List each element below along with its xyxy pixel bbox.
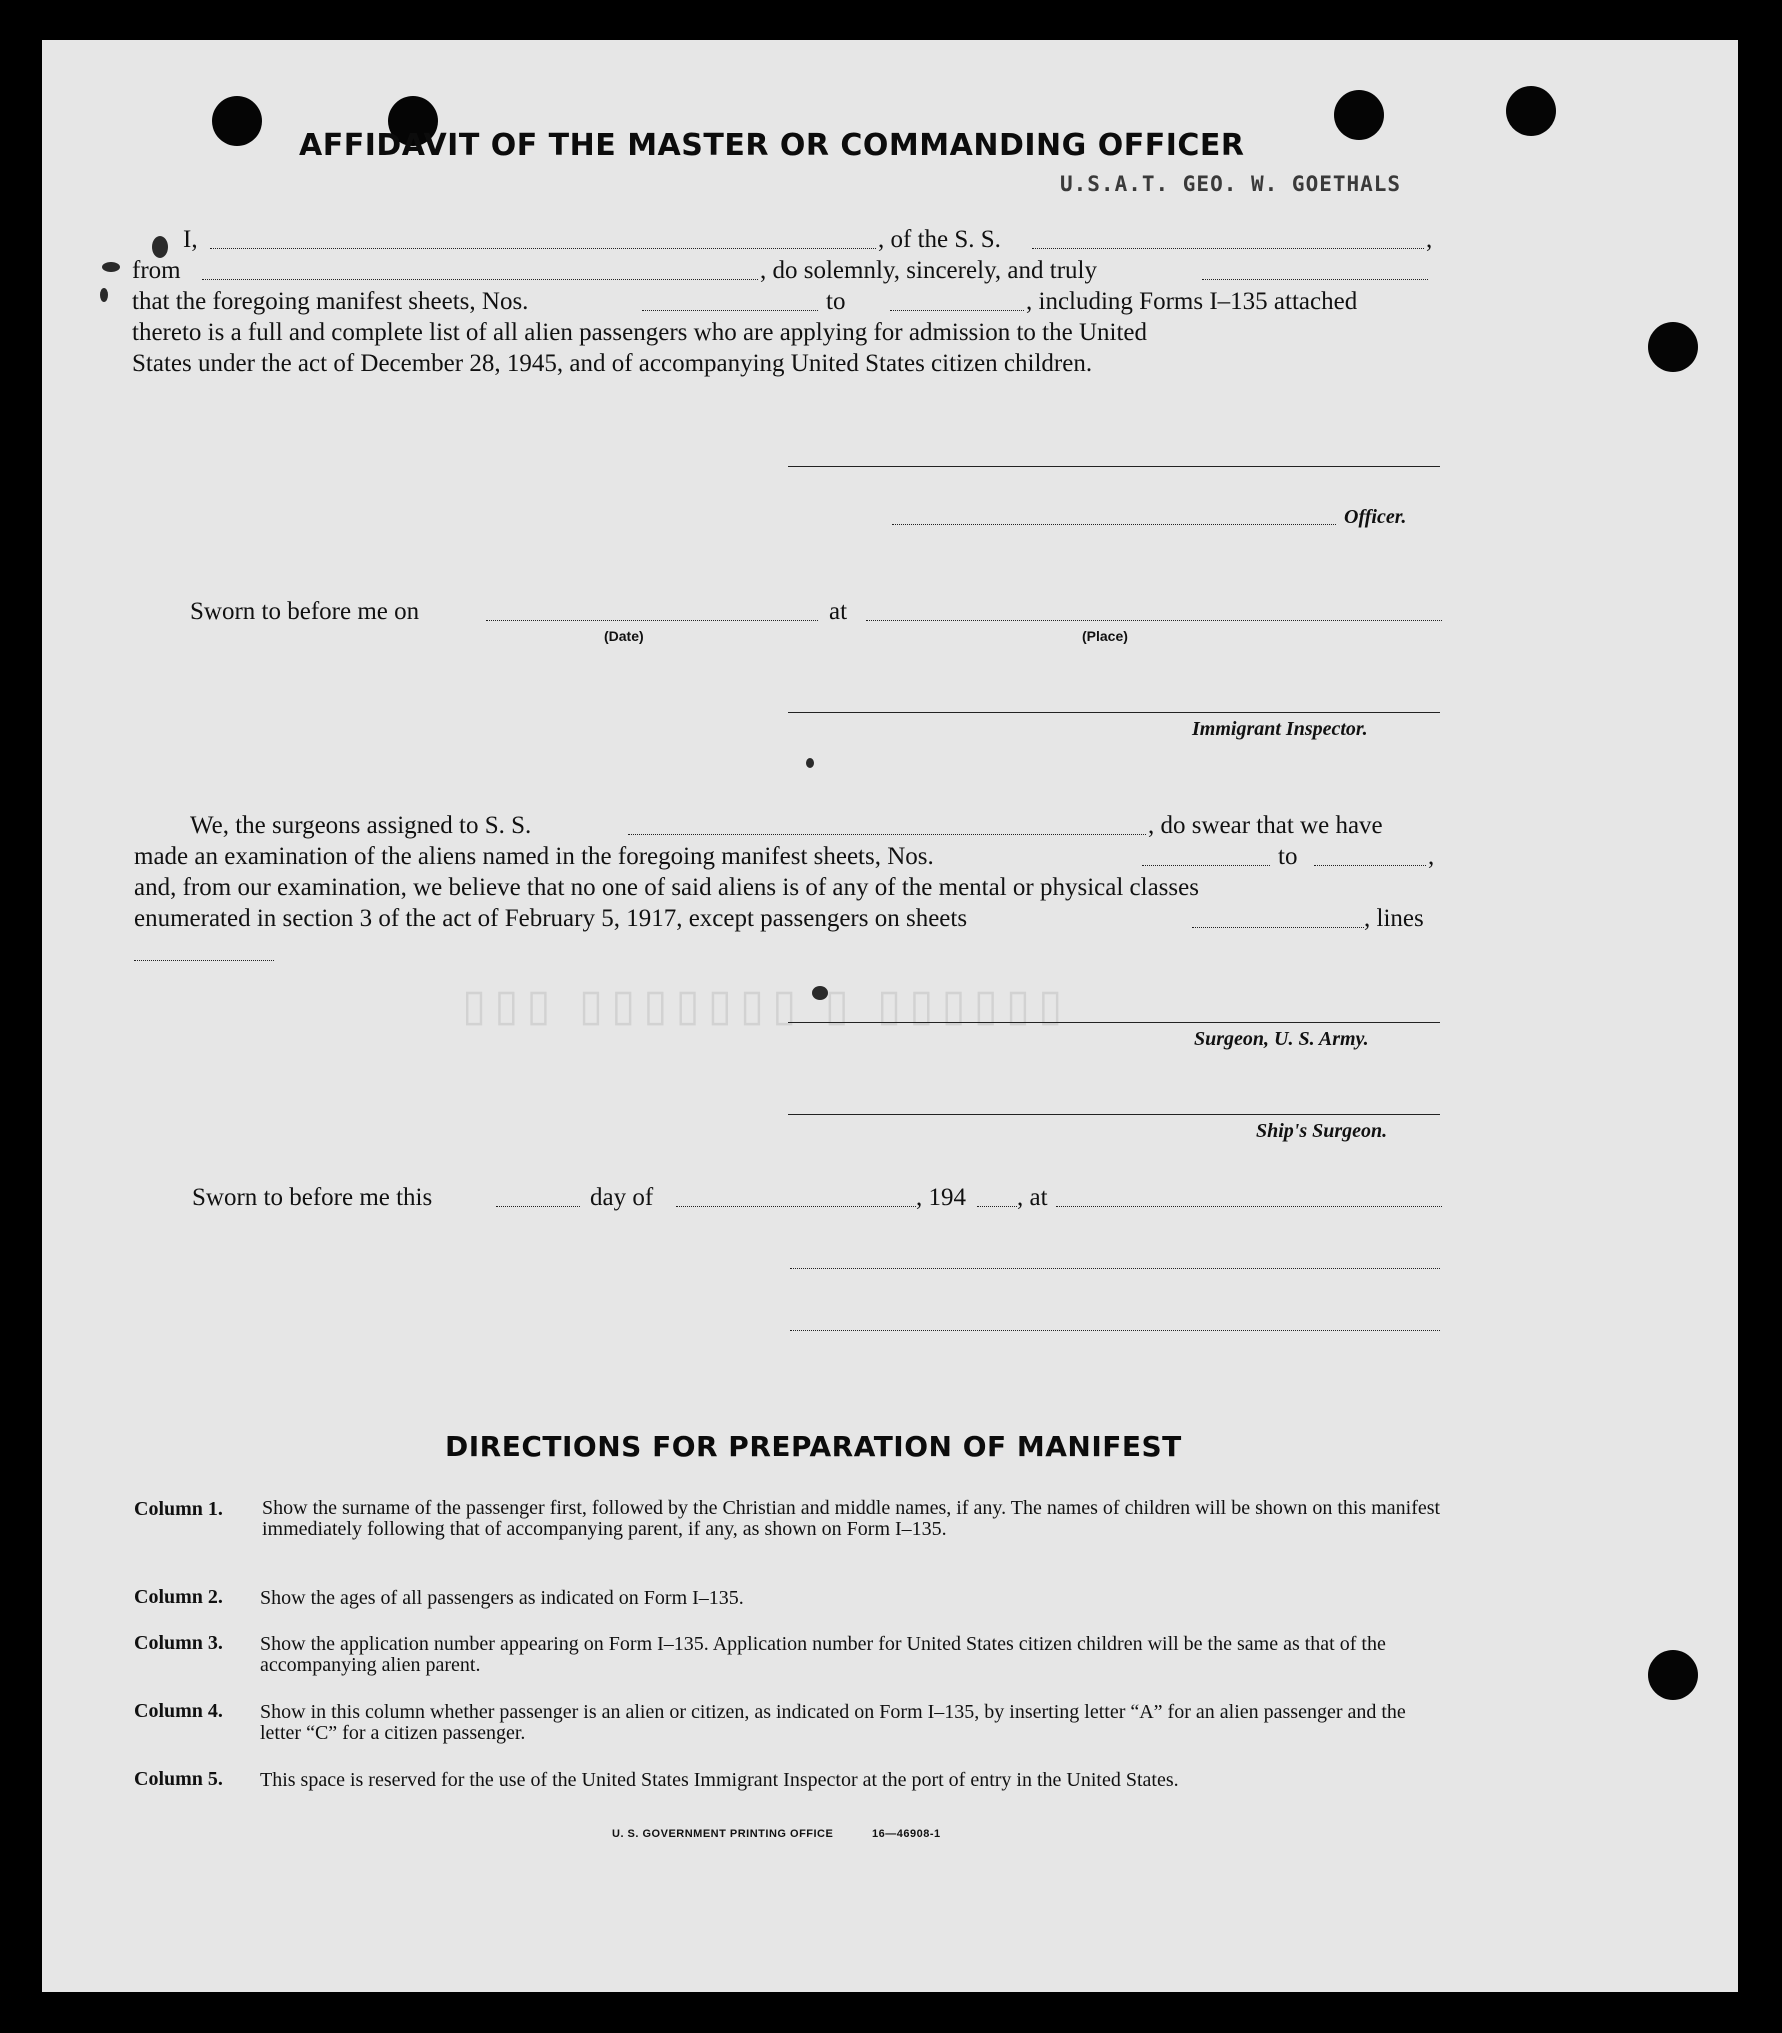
- surgeons-line-3: and, from our examination, we believe that no one of said aliens is of any of the mental or physical classes: [134, 874, 1199, 901]
- inspector-label: Immigrant Inspector.: [1192, 718, 1368, 740]
- surgeons-lines-label: , lines: [1364, 905, 1424, 932]
- punch-hole: [1648, 322, 1698, 372]
- bleed-through-marks: ▯▯▯ ▯▯▯▯▯▯▯ ▯ ▯▯▯▯▯▯: [462, 981, 1071, 1030]
- official-signature-field[interactable]: [790, 1268, 1440, 1269]
- sworn-place-field[interactable]: [866, 620, 1442, 621]
- surgeons-line-1b: , do swear that we have: [1148, 812, 1383, 839]
- date-caption: (Date): [604, 628, 644, 644]
- punch-hole: [1648, 1650, 1698, 1700]
- sworn-month-field[interactable]: [676, 1206, 916, 1207]
- sworn-on-label: Sworn to before me on: [190, 598, 420, 625]
- from-port-field[interactable]: [202, 279, 758, 280]
- column-3-label: Column 3.: [134, 1632, 223, 1654]
- sworn-at-place-field[interactable]: [1056, 1206, 1442, 1207]
- form-title: AFFIDAVIT OF THE MASTER OR COMMANDING OFFICER: [299, 128, 1245, 163]
- affidavit-i-label: I,: [183, 226, 198, 253]
- officer-name-field[interactable]: [210, 248, 876, 249]
- sheet-from-field[interactable]: [642, 310, 818, 311]
- ink-smudge: [100, 288, 108, 302]
- sworn-at-label: at: [829, 598, 848, 625]
- form-page: [42, 40, 1738, 1992]
- column-4-label: Column 4.: [134, 1700, 223, 1722]
- column-5-label: Column 5.: [134, 1768, 223, 1790]
- surgeon-ship-field[interactable]: [628, 834, 1146, 835]
- column-4-text: Show in this column whether passenger is an alien or citizen, as indicated on Form I–135, by inserting letter “A” for an alien passenger and the letter “C” for a citizen passenger.: [260, 1701, 1406, 1744]
- affidavit-line-4: thereto is a full and complete list of all alien passengers who are applying for admission to the United: [132, 319, 1148, 346]
- army-surgeon-label: Surgeon, U. S. Army.: [1194, 1028, 1369, 1050]
- year-label: , 194: [916, 1184, 966, 1211]
- officer-label: Officer.: [1344, 506, 1407, 528]
- sworn-year-field[interactable]: [977, 1206, 1017, 1207]
- officer-signature-line[interactable]: [788, 466, 1440, 467]
- printer-imprint: U. S. GOVERNMENT PRINTING OFFICE: [612, 1828, 834, 1840]
- except-sheets-field[interactable]: [1192, 927, 1364, 928]
- ship-surgeon-label: Ship's Surgeon.: [1256, 1120, 1388, 1142]
- punch-hole: [212, 96, 262, 146]
- official-title-field[interactable]: [790, 1330, 1440, 1331]
- affidavit-of-ss-label: , of the S. S.: [878, 226, 1001, 253]
- surgeons-line-1a: We, the surgeons assigned to S. S.: [190, 812, 532, 839]
- ship-name-field[interactable]: [1032, 248, 1424, 249]
- affidavit-line-5: States under the act of December 28, 1945, and of accompanying United States citizen children.: [132, 350, 1093, 377]
- surgeons-line-2a: made an examination of the aliens named in the foregoing manifest sheets, Nos.: [134, 843, 934, 870]
- punch-hole: [1334, 90, 1384, 140]
- affidavit-sheets-label: that the foregoing manifest sheets, Nos.: [132, 288, 529, 315]
- affidavit-to-label: to: [826, 288, 846, 315]
- day-of-label: day of: [590, 1184, 654, 1211]
- affidavit-from-label: from: [132, 257, 181, 284]
- affidavit-including-label: , including Forms I–135 attached: [1026, 288, 1358, 315]
- surgeons-line-4a: enumerated in section 3 of the act of February 5, 1917, except passengers on sheets: [134, 905, 968, 932]
- ship-surgeon-signature-line[interactable]: [788, 1114, 1440, 1115]
- place-caption: (Place): [1082, 628, 1128, 644]
- sheet-to-field[interactable]: [890, 310, 1024, 311]
- surgeons-to-label: to: [1278, 843, 1298, 870]
- ink-smudge: [152, 236, 168, 258]
- army-surgeon-signature-line[interactable]: [788, 1022, 1440, 1023]
- column-3-text: Show the application number appearing on Form I–135. Application number for United States citizen children will be the same as that of the accompanying alien parent.: [260, 1633, 1386, 1676]
- ink-smudge: [102, 262, 120, 272]
- affidavit-comma: ,: [1426, 226, 1433, 253]
- at-label: , at: [1017, 1184, 1048, 1211]
- ink-smudge: [806, 758, 814, 768]
- directions-title: DIRECTIONS FOR PREPARATION OF MANIFEST: [445, 1430, 1182, 1463]
- sworn-date-field[interactable]: [486, 620, 818, 621]
- column-1-label: Column 1.: [134, 1498, 223, 1520]
- column-5-text: This space is reserved for the use of the United States Immigrant Inspector at the port of entry in the United States.: [260, 1769, 1179, 1791]
- exam-sheet-from-field[interactable]: [1142, 865, 1270, 866]
- column-1-text: Show the surname of the passenger first, followed by the Christian and middle names, if any. The names of children will be shown on this manifest immediately following that of accompanying parent, if any, as shown on Form I–135.: [262, 1497, 1441, 1540]
- inspector-signature-line[interactable]: [788, 712, 1440, 713]
- sworn-this-label: Sworn to before me this: [192, 1184, 433, 1211]
- form-code: 16—46908-1: [872, 1828, 941, 1840]
- except-lines-field[interactable]: [134, 960, 274, 961]
- affidavit-solemnly-label: , do solemnly, sincerely, and truly: [760, 257, 1097, 284]
- sworn-day-field[interactable]: [496, 1206, 580, 1207]
- officer-title-field[interactable]: [892, 524, 1336, 525]
- oath-type-field[interactable]: [1202, 279, 1428, 280]
- column-2-text: Show the ages of all passengers as indicated on Form I–135.: [260, 1587, 744, 1609]
- column-2-label: Column 2.: [134, 1586, 223, 1608]
- ship-stamp: U.S.A.T. GEO. W. GOETHALS: [1060, 172, 1402, 196]
- exam-sheet-to-field[interactable]: [1314, 865, 1426, 866]
- surgeons-comma: ,: [1428, 843, 1435, 870]
- punch-hole: [1506, 86, 1556, 136]
